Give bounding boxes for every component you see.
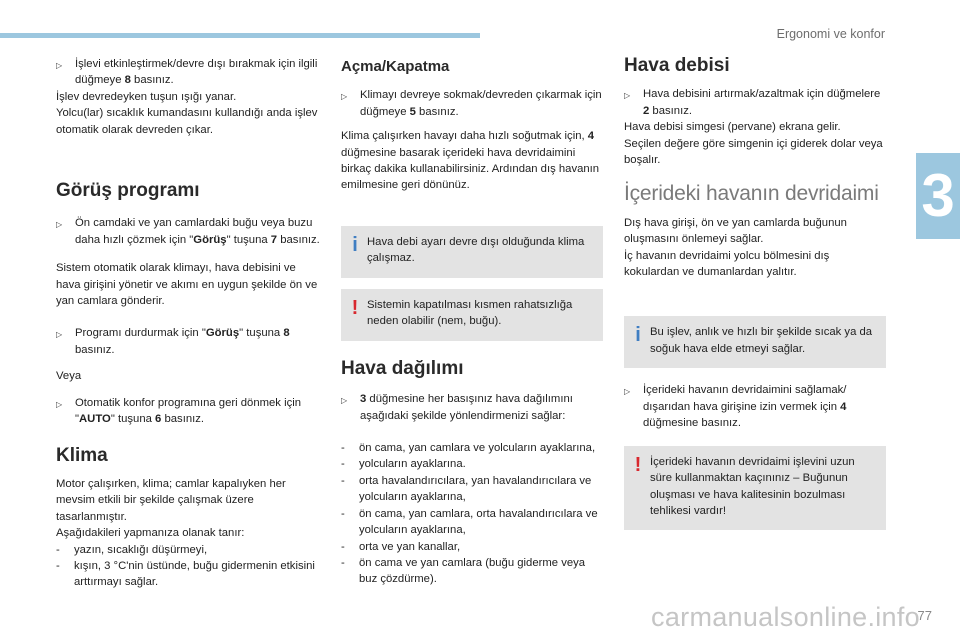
arrow-icon: ▷ — [341, 92, 348, 102]
arrow-icon: ▷ — [56, 220, 63, 230]
dagilim-list — [341, 440, 603, 588]
arrow-icon: ▷ — [624, 387, 631, 397]
warning-box: ! İçerideki havanın devridaimi işlevini uzun süre kullanmaktan kaçınınız – Buğunun oluşması ve hava kalitesinin bozulması tehlikesi vardır! — [624, 446, 886, 530]
klima-list-item: - yazın, sıcaklığı düşürmeyi, — [56, 543, 208, 556]
acma-bullet: ▷ Klimayı devreye sokmak/devreden çıkarmak için düğmeye 5 basınız. — [341, 89, 602, 118]
section-name: Ergonomi ve konfor — [776, 27, 885, 41]
dagilim-list-item: - yolcuların ayaklarına. — [341, 458, 466, 471]
heading-dagilim: Hava dağılımı — [341, 357, 464, 379]
header-accent-bar — [0, 33, 480, 38]
auto-bullet: ▷ Otomatik konfor programına geri dönmek için "AUTO" tuşuna 6 basınız. — [56, 396, 302, 426]
stop-bullet: ▷ Programı durdurmak için "Görüş" tuşuna 8 basınız. — [56, 327, 290, 356]
warning-icon: ! — [634, 453, 642, 476]
arrow-icon: ▷ — [56, 61, 63, 70]
heading-devridaim: İçerideki havanın devridaimi — [624, 182, 879, 206]
arrow-icon: ▷ — [56, 399, 63, 409]
heading-klima: Klima — [56, 444, 108, 466]
gorus-paragraph: Sistem otomatik olarak klimayı, hava debisini ve hava girişini yönetir ve akımı en uygun şekilde ön ve yan camlara gönderir. — [56, 262, 318, 308]
debi-paragraph: Hava debisi simgesi (pervane) ekrana gelir. Seçilen değere göre simgenin içi giderek dolar veya boşalır. — [624, 121, 883, 167]
dagilim-list-item: - ön cama, yan camlara ve yolcuların ayaklarına, — [341, 442, 596, 455]
veya-text: Veya — [56, 370, 82, 383]
info-box: i Hava debi ayarı devre dışı olduğunda klima çalışmaz. — [341, 226, 603, 278]
heading-gorus: Görüş programı — [56, 180, 200, 202]
column-1 — [56, 56, 321, 591]
info-icon: i — [352, 233, 358, 256]
heading-debi: Hava debisi — [624, 55, 730, 76]
info-box: i Bu işlev, anlık ve hızlı bir şekilde sıcak ya da soğuk hava elde etmeyi sağlar. — [624, 316, 886, 368]
dagilim-list-item: - orta havalandırıcılara, yan havalandırıcılara ve yolcuların ayaklarına, — [341, 474, 592, 504]
klima-list-item: - kışın, 3 °C'nin üstünde, buğu gidermenin etkisini arttırmayı sağlar. — [56, 559, 315, 589]
devridaim-paragraph: Dış hava girişi, ön ve yan camlarda buğunun oluşmasını önlemeyi sağlar. İç havanın devridaimi yolcu bölmesini dış kokulardan ve dumanlardan yalıtır. — [624, 216, 847, 279]
arrow-icon: ▷ — [341, 396, 348, 406]
gorus-bullet: ▷ Ön camdaki ve yan camlardaki buğu veya buzu daha hızlı çözmek için "Görüş" tuşuna 7 basınız. — [56, 217, 320, 246]
column-3 — [624, 56, 886, 530]
klima-paragraph: Motor çalışırken, klima; camlar kapalıyken her mevsim etkili bir şekilde çalışmak üzere tasarlanmıştır. Aşağıdakileri yapmanıza olanak tanır: — [56, 477, 286, 540]
arrow-icon: ▷ — [56, 330, 63, 340]
warning-icon: ! — [351, 296, 359, 319]
arrow-icon: ▷ — [624, 91, 631, 101]
chapter-number: 3 — [921, 162, 955, 229]
column-2 — [341, 56, 603, 588]
chapter-tab — [916, 153, 960, 239]
intro-bullet: ▷ İşlevi etkinleştirmek/devre dışı bırakmak için ilgili düğmeye 8 basınız. — [56, 58, 318, 87]
heading-acma: Açma/Kapatma — [341, 58, 450, 75]
intro-paragraph: İşlev devredeyken tuşun ışığı yanar. Yolcu(lar) sıcaklık kumandasını kullandığı anda işlev otomatik olarak devreden çıkar. — [56, 90, 318, 136]
info-icon: i — [635, 324, 641, 347]
dagilim-bullet: ▷ 3 düğmesine her basışınız hava dağılımını aşağıdaki şekilde yönlendirmenizi sağlar: — [341, 393, 573, 422]
debi-bullet: ▷ Hava debisini artırmak/azaltmak için düğmelere 2 basınız. — [624, 88, 881, 117]
dagilim-list-item: - orta ve yan kanallar, — [341, 540, 461, 553]
watermark: carmanualsonline.info — [651, 602, 920, 632]
warning-box: ! Sistemin kapatılması kısmen rahatsızlığa neden olabilir (nem, buğu). — [341, 289, 603, 341]
acma-paragraph: Klima çalışırken havayı daha hızlı soğutmak için, 4 düğmesine basarak içerideki hava devridaimini birkaç dakika kullanabilirsiniz. Ardından dış havanın emilmesine geri dönünüz. — [341, 130, 600, 192]
dagilim-list-item: - ön cama ve yan camlara (buğu giderme veya buz çözdürme). — [341, 556, 586, 586]
devridaim-bullet: ▷ İçerideki havanın devridaimini sağlamak/ dışarıdan hava girişine izin vermek için 4 düğmesine basınız. — [624, 384, 847, 430]
page-number: 77 — [917, 608, 932, 623]
dagilim-list-item: - ön cama, yan camlara, orta havalandırıcılara ve yolcuların ayaklarına, — [341, 507, 598, 537]
